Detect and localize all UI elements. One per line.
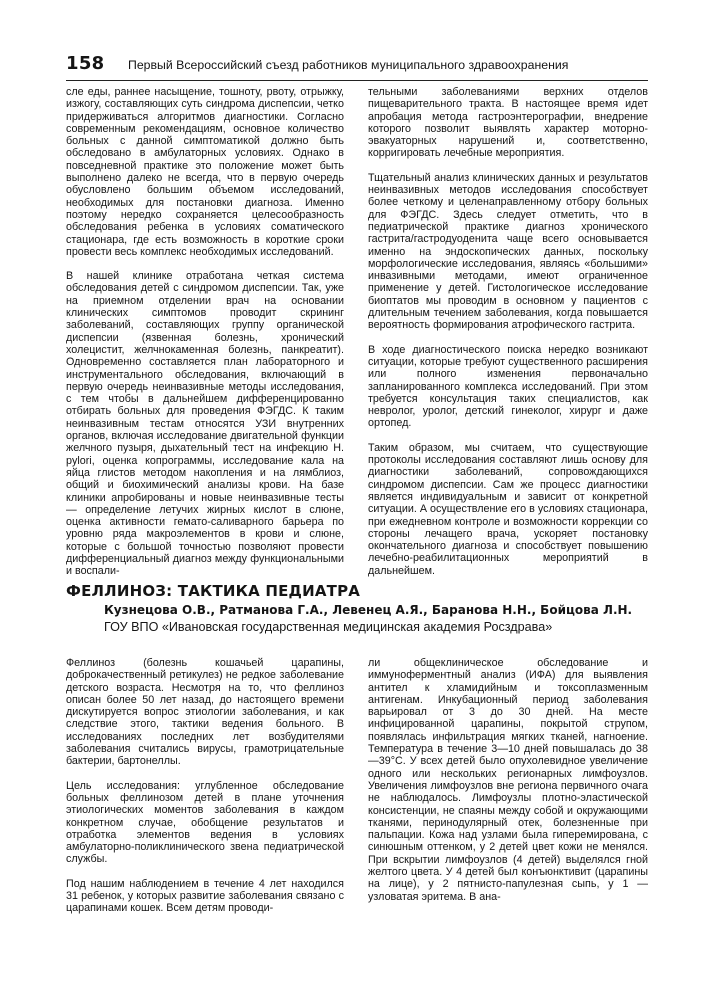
running-title: Первый Всероссийский съезд работников муниципального здравоохранения xyxy=(128,58,569,72)
paragraph: ли общеклиническое обследование и иммуноферментный анализ (ИФА) для выявления антител к хламидийным и токсоплазменным антигенам. Инкубационный период заболевания варьировал от 3 до 30 дней. На месте инфицированной царапины, покрытой струпом, появлялась инфильтрация мягких тканей, нагноение. Температура в течение 3—10 дней повышалась до 38—39°С. У всех детей было опухолевидное увеличение одного или нескольких регионарных лимфоузлов. Увеличения лимфоузлов вне региона первичного очага не наблюдалось. Лимфоузлы плотно-эластической консистенции, не спаяны между собой и окружающими тканями, перинодулярный отек, болезненные при пальпации. Кожа над узлами была гиперемирована, с синюшным оттенком, у 2 детей цвет кожи не менялся. При вскрытии лимфоузлов (4 детей) выделялся гной желтого цвета. У 4 детей был конъюнктивит (царапины на лице), у 2 пятнисто-папулезная сыпь, у 1 — узловатая эритема. В ана- xyxy=(368,657,648,903)
paragraph: Под нашим наблюдением в течение 4 лет находился 31 ребенок, у которых развитие заболевания связано с царапинами кошек. Всем детям проводи- xyxy=(66,877,344,915)
prev-article-left-column xyxy=(66,86,344,578)
page-header xyxy=(66,52,648,81)
article-authors: Кузнецова О.В., Ратманова Г.А., Левенец А.Я., Баранова Н.Н., Бойцова Л.Н. xyxy=(104,603,633,617)
paragraph: Цель исследования: углубленное обследование больных феллинозом детей в плане уточнения этиологических моментов заболевания в каждом конкретном случае, обобщение результатов и отработка элементов ведения в условиях амбулаторно-поликлинического звена педиатрической службы. xyxy=(66,779,344,866)
paragraph: В ходе диагностического поиска нередко возникают ситуации, которые требуют существенного расширения или полного изменения первоначально запланированного комплекса исследований. При этом требуется консультация таких специалистов, как невролог, уролог, детский гинеколог, хирург и даже ортопед. xyxy=(368,343,648,430)
article-affiliation: ГОУ ВПО «Ивановская государственная медицинская академия Росздрава» xyxy=(104,620,553,634)
prev-article-right-column xyxy=(368,86,648,577)
paragraph: В нашей клинике отработана четкая система обследования детей с синдромом диспепсии. Так, уже на приемном отделении врач на основании клинических симптомов проводит скрининг заболеваний, составляющих группу органической диспепсии (язвенная болезнь, хронический холецистит, желчнокаменная болезнь, панкреатит). Одновременно составляется план лабораторного и инструментального обследования, включающий в первую очередь неинвазивные методы исследования, с тем чтобы в дальнейшем дифференцированно отбирать больных для проведения ФЭГДС. К таким неинвазивным тестам относятся УЗИ внутренних органов, включая исследование двигательной функции желчного пузыря, дыхательный тест на инфекцию H. pylori, оценка копрограммы, исследование кала на яйца глистов методом накопления и на лямблиоз, общий и биохимический анализы крови. На базе клиники апробированы и новые неинвазивные тесты — определение летучих жирных кислот в слюне, оценка активности гемато-саливарного барьера по уровню ряда макроэлементов в крови и слюне, которые с большой точностью позволяют провести дифференциальный диагноз между функциональными и воспали- xyxy=(66,270,344,578)
paragraph: сле еды, раннее насыщение, тошноту, рвоту, отрыжку, изжогу, составляющих суть синдрома диспепсии, четко придерживаться алгоритмов диагностики. Согласно современным рекомендациям, основное количество больных с данной симптоматикой должно быть обследовано в амбулаторных условиях. Однако в повседневной практике это положение может быть выполнено далеко не всегда, что в первую очередь обусловлено большим объемом исследований, необходимых для постановки диагноза. Именно поэтому нередко сохраняется целесообразность обследования ребенка в условиях соматического стационара, где есть возможность в короткие сроки провести весь комплекс необходимых исследований. xyxy=(66,86,344,258)
article-title: ФЕЛЛИНОЗ: ТАКТИКА ПЕДИАТРА xyxy=(66,582,361,600)
paragraph: Тщательный анализ клинических данных и результатов неинвазивных методов исследования способствует более четкому и целенаправленному отбору больных для ФЭГДС. Здесь следует отметить, что в педиатрической практике диагноз хронического гастрита/гастродуоденита чаще всего основывается именно на эндоскопических данных, поскольку морфологические исследования, являясь «большими» инвазивными методами, имеют ограниченное применение у детей. Гистологическое исследование биоптатов мы проводим в основном у пациентов с длительным течением заболевания, когда повышается вероятность формирования атрофического гастрита. xyxy=(368,171,648,332)
page-number: 158 xyxy=(66,53,105,74)
article-left-column xyxy=(66,657,344,979)
paragraph: Таким образом, мы считаем, что существующие протоколы исследования составляют лишь основу для диагностики заболеваний, сопровождающихся синдромом диспепсии. Сам же процесс диагностики является индивидуальным и зависит от конкретной ситуации. А осуществление его в условиях стационара, при ежедневном контроле и возможности коррекции со стороны лечащего врача, ускоряет постановку окончательного диагноза и способствует повышению лечебно-реабилитационных мероприятий в дальнейшем. xyxy=(368,441,648,577)
paragraph: Феллиноз (болезнь кошачьей царапины, доброкачественный ретикулез) не редкое заболевание детского возраста. Несмотря на то, что феллиноз описан более 50 лет назад, до настоящего времени дискутируется вопрос этиологии заболевания, и как следствие этого, тактики ведения больного. В исследованиях последних лет возбудителями заболевания считались вирусы, грамотрицательные бактерии, бартонеллы. xyxy=(66,657,344,768)
paragraph: тельными заболеваниями верхних отделов пищеварительного тракта. В настоящее время идет апробация метода гастроэнтерографии, внедрение которого позволит выявлять характер моторно-эвакуаторных нарушений и, соответственно, корригировать лечебные мероприятия. xyxy=(368,86,648,160)
article-right-column xyxy=(368,657,648,979)
